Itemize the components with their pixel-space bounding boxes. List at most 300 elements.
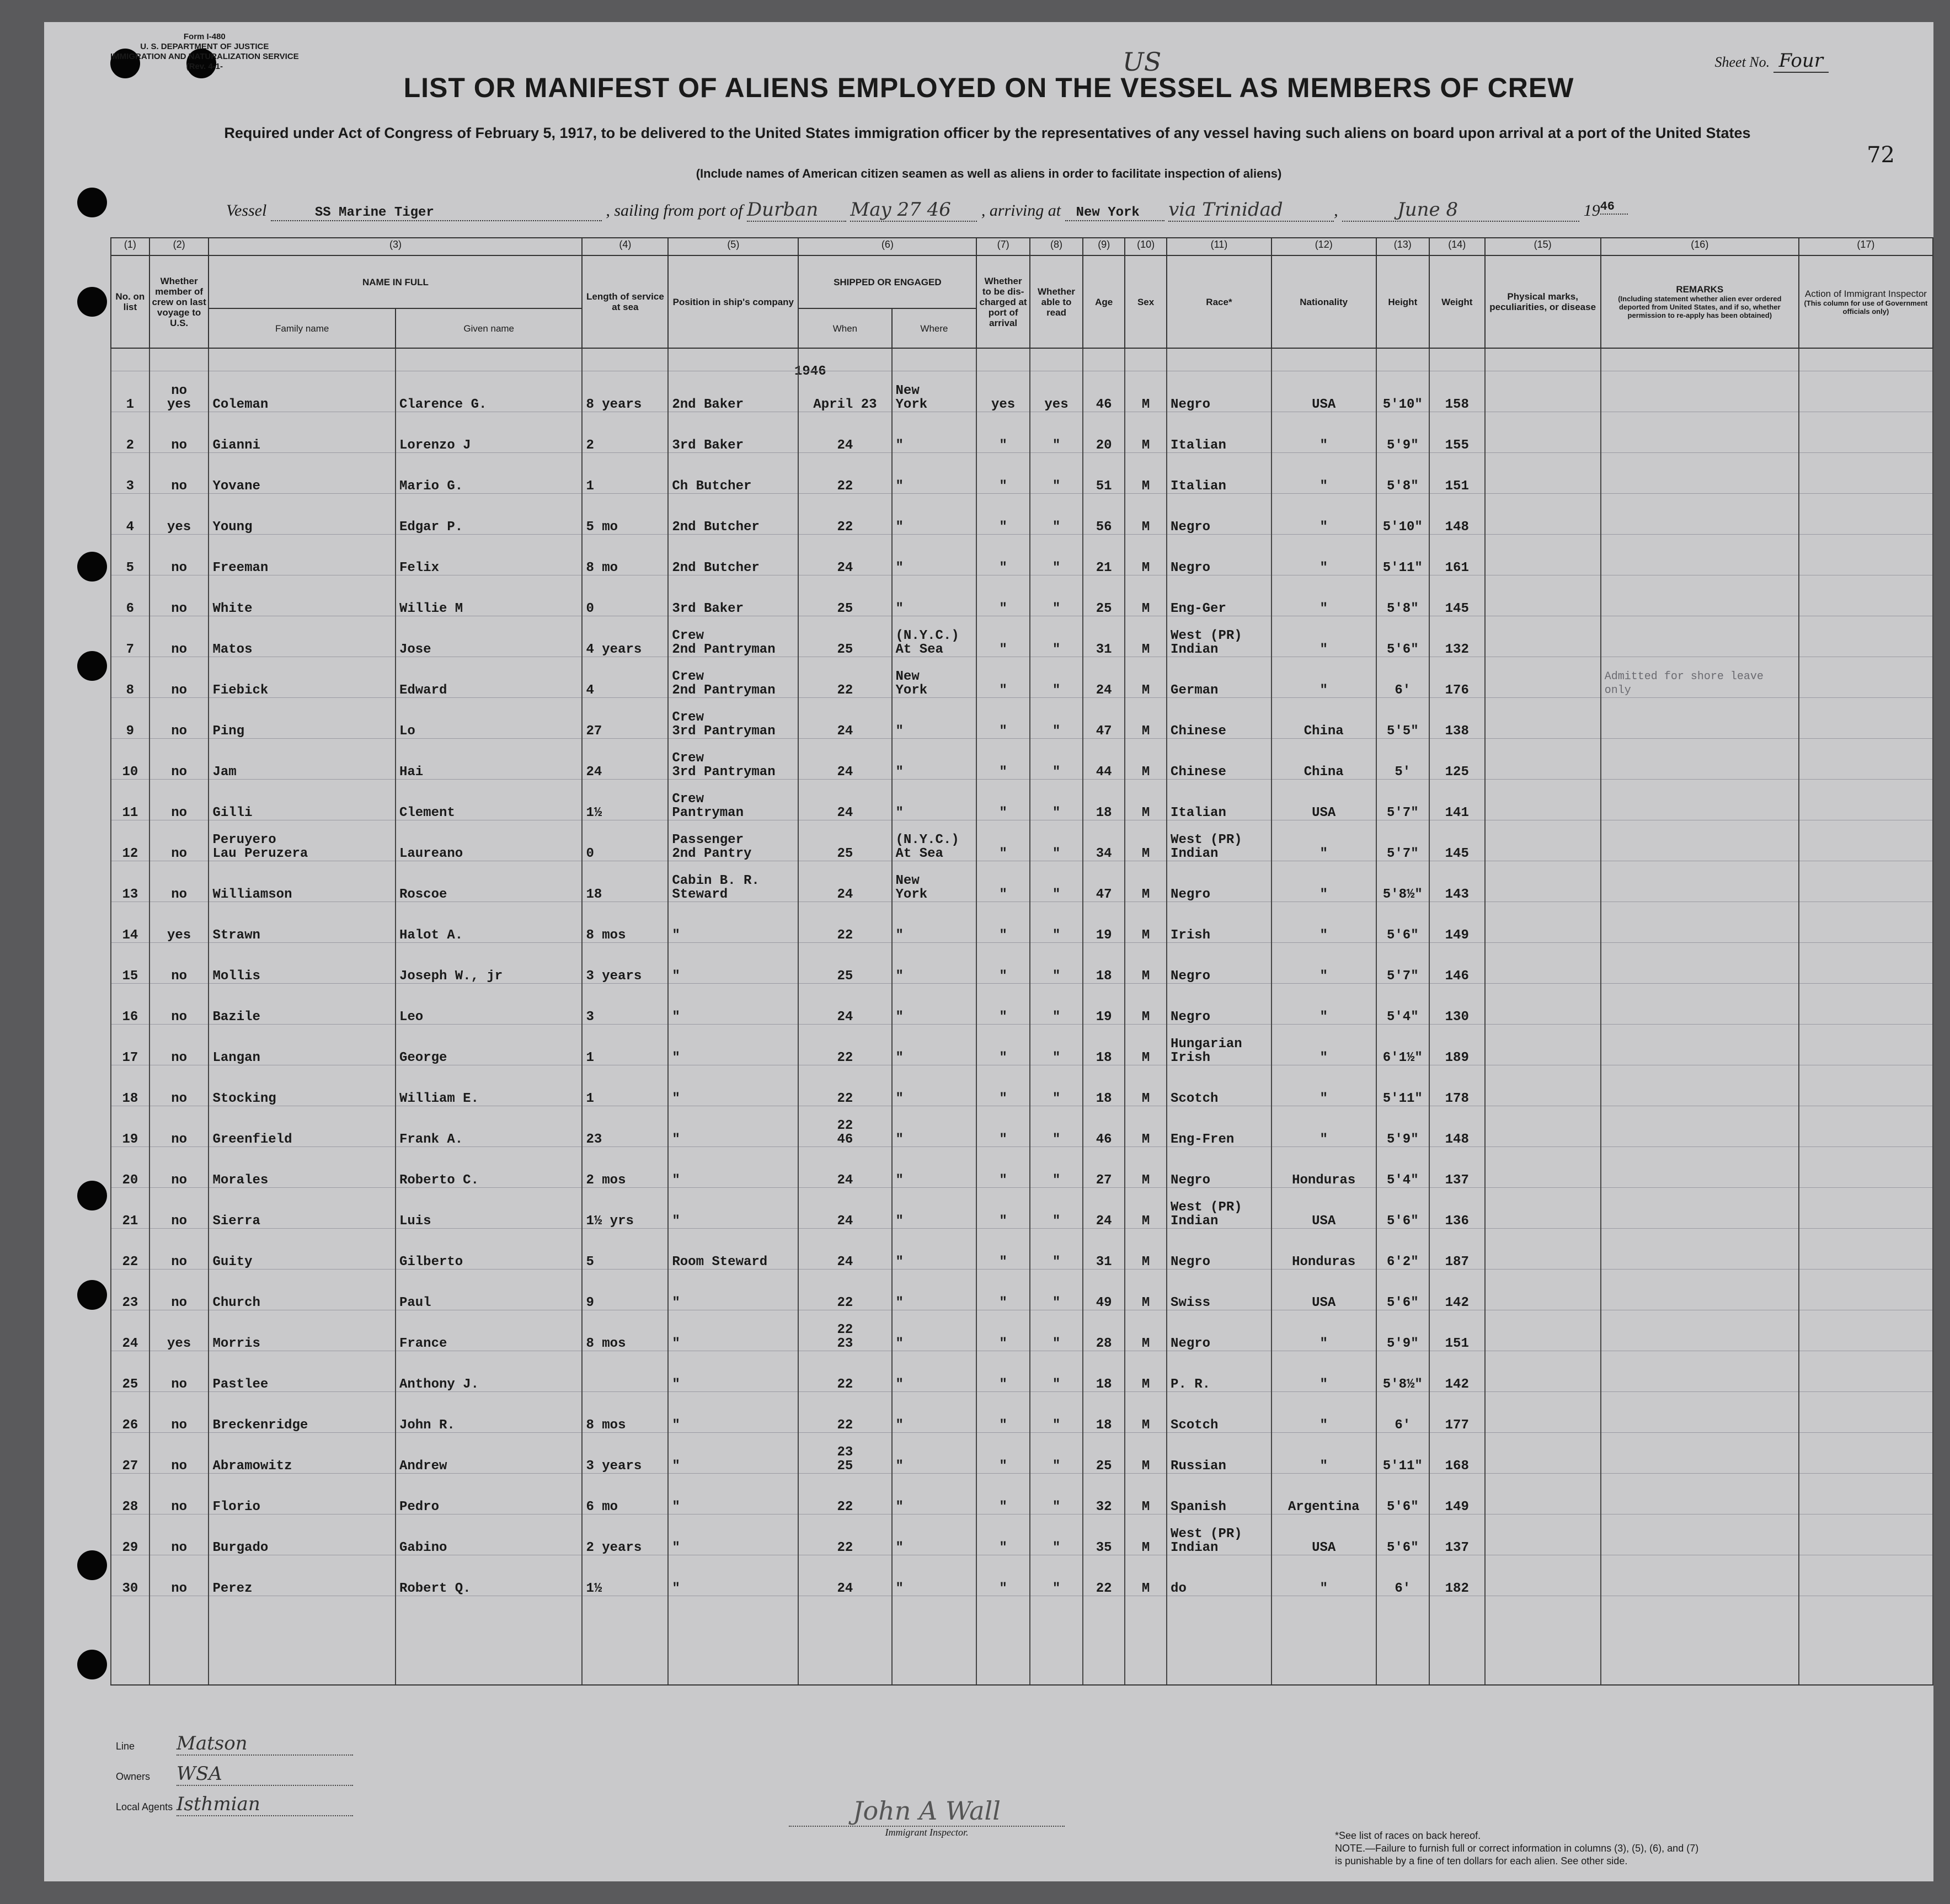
cell-sex: M — [1125, 494, 1167, 535]
header-height: Height — [1376, 255, 1429, 348]
cell-member-last-voyage: no — [149, 861, 209, 902]
cell-given-name: Leo — [396, 984, 583, 1025]
cell-sex: M — [1125, 371, 1167, 412]
cell-age: 18 — [1083, 943, 1125, 984]
cell-member-last-voyage: no — [149, 1188, 209, 1229]
cell-race: Negro — [1167, 535, 1271, 575]
cell-length-of-service: 3 years — [582, 1433, 668, 1474]
cell-weight: 151 — [1429, 1310, 1485, 1351]
sheet-number — [1714, 50, 1829, 72]
cell-shipped-where: " — [892, 575, 977, 616]
header-able-read: Whether able to read — [1030, 255, 1083, 348]
cell-sex: M — [1125, 1514, 1167, 1555]
cell-sex: M — [1125, 1229, 1167, 1270]
cell-discharged: " — [976, 1106, 1029, 1147]
cell-remarks — [1601, 535, 1799, 575]
blank-cell — [668, 1596, 798, 1686]
colnum-5: (5) — [668, 238, 798, 255]
cell-list-number: 22 — [111, 1229, 149, 1270]
blank-cell — [1601, 1596, 1799, 1686]
cell-remarks — [1601, 1270, 1799, 1310]
cell-able-to-read: " — [1030, 575, 1083, 616]
cell-remarks — [1601, 1474, 1799, 1514]
cell-race: Negro — [1167, 1229, 1271, 1270]
cell-inspector-action — [1799, 1065, 1933, 1106]
cell-shipped-where: " — [892, 1025, 977, 1065]
cell-discharged: " — [976, 1188, 1029, 1229]
cell-weight: 145 — [1429, 820, 1485, 861]
punch-hole — [77, 1280, 107, 1310]
cell-age: 20 — [1083, 412, 1125, 453]
header-where: Where — [892, 308, 977, 348]
colnum-12: (12) — [1271, 238, 1376, 255]
cell-race: Eng-Ger — [1167, 575, 1271, 616]
cell-physical-marks — [1485, 1310, 1601, 1351]
cell-physical-marks — [1485, 575, 1601, 616]
cell-shipped-when: 22 — [798, 1514, 891, 1555]
cell-given-name: Edward — [396, 657, 583, 698]
blank-cell — [209, 1596, 396, 1686]
cell-given-name: Gilberto — [396, 1229, 583, 1270]
cell-height: 5'6" — [1376, 1474, 1429, 1514]
cell-shipped-when: 22 — [798, 494, 891, 535]
cell-shipped-when: 22 — [798, 657, 891, 698]
cell-height: 5'8½" — [1376, 1351, 1429, 1392]
cell-nationality: " — [1271, 453, 1376, 494]
cell-remarks — [1601, 1106, 1799, 1147]
cell-shipped-when: 22 — [798, 1392, 891, 1433]
cell-discharged: " — [976, 943, 1029, 984]
cell-length-of-service: 8 mos — [582, 1310, 668, 1351]
cell-able-to-read: " — [1030, 698, 1083, 739]
page-title: LIST OR MANIFEST OF ALIENS EMPLOYED ON THE VESSEL AS MEMBERS OF CREW — [403, 72, 1574, 103]
cell-weight: 158 — [1429, 371, 1485, 412]
cell-nationality: " — [1271, 1392, 1376, 1433]
cell-position: " — [668, 943, 798, 984]
table-row — [111, 1392, 1933, 1433]
cell-member-last-voyage: no — [149, 1474, 209, 1514]
cell-physical-marks — [1485, 1270, 1601, 1310]
cell-shipped-where: " — [892, 494, 977, 535]
cell-member-last-voyage: no — [149, 575, 209, 616]
cell-shipped-where: " — [892, 780, 977, 820]
cell-shipped-when: 22 — [798, 1025, 891, 1065]
table-row — [111, 1106, 1933, 1147]
cell-given-name: Willie M — [396, 575, 583, 616]
cell-height: 5'11" — [1376, 1433, 1429, 1474]
cell-family-name: Coleman — [209, 371, 396, 412]
cell-able-to-read: " — [1030, 1514, 1083, 1555]
cell-sex: M — [1125, 984, 1167, 1025]
header-name-in-full: NAME IN FULL — [209, 255, 582, 308]
cell-list-number: 18 — [111, 1065, 149, 1106]
cell-length-of-service — [582, 1351, 668, 1392]
cell-shipped-when: 24 — [798, 535, 891, 575]
cell-shipped-where: " — [892, 698, 977, 739]
cell-length-of-service: 4 years — [582, 616, 668, 657]
cell-race: P. R. — [1167, 1351, 1271, 1392]
cell-shipped-when: 24 — [798, 698, 891, 739]
cell-inspector-action — [1799, 616, 1933, 657]
cell-sex: M — [1125, 1270, 1167, 1310]
cell-list-number: 14 — [111, 902, 149, 943]
header-family-name: Family name — [209, 308, 396, 348]
cell-race: Italian — [1167, 780, 1271, 820]
cell-age: 44 — [1083, 739, 1125, 780]
cell-list-number: 10 — [111, 739, 149, 780]
cell-shipped-when: 22 46 — [798, 1106, 891, 1147]
cell-age: 32 — [1083, 1474, 1125, 1514]
cell-member-last-voyage: no — [149, 984, 209, 1025]
cell-weight: 130 — [1429, 984, 1485, 1025]
sheet-label: Sheet No. — [1714, 54, 1770, 70]
cell-able-to-read: " — [1030, 820, 1083, 861]
cell-age: 18 — [1083, 1351, 1125, 1392]
cell-physical-marks — [1485, 902, 1601, 943]
cell-discharged: " — [976, 1310, 1029, 1351]
cell-given-name: Frank A. — [396, 1106, 583, 1147]
cell-given-name: Anthony J. — [396, 1351, 583, 1392]
colnum-6: (6) — [798, 238, 976, 255]
cell-shipped-where: " — [892, 453, 977, 494]
cell-shipped-where: " — [892, 1229, 977, 1270]
cell-list-number: 9 — [111, 698, 149, 739]
cell-nationality: " — [1271, 412, 1376, 453]
cell-nationality: " — [1271, 1555, 1376, 1596]
cell-member-last-voyage: no — [149, 1229, 209, 1270]
service: IMMIGRATION AND NATURALIZATION SERVICE — [110, 52, 299, 61]
cell-family-name: Stocking — [209, 1065, 396, 1106]
cell-nationality: USA — [1271, 780, 1376, 820]
punch-hole — [77, 651, 107, 681]
cell-shipped-when: 24 — [798, 1188, 891, 1229]
cell-physical-marks — [1485, 535, 1601, 575]
sailing-date: May 27 46 — [850, 199, 977, 222]
cell-list-number: 26 — [111, 1392, 149, 1433]
cell-race: Irish — [1167, 902, 1271, 943]
cell-family-name: Church — [209, 1270, 396, 1310]
cell-able-to-read: " — [1030, 1392, 1083, 1433]
header-shipped-engaged: SHIPPED OR ENGAGED — [798, 255, 976, 308]
cell-position: 3rd Baker — [668, 575, 798, 616]
cell-discharged: " — [976, 1270, 1029, 1310]
cell-given-name: George — [396, 1025, 583, 1065]
cell-list-number: 12 — [111, 820, 149, 861]
cell-nationality: Honduras — [1271, 1147, 1376, 1188]
cell-able-to-read: " — [1030, 1270, 1083, 1310]
cell-inspector-action — [1799, 1106, 1933, 1147]
cell-shipped-when: 22 23 — [798, 1310, 891, 1351]
cell-member-last-voyage: no — [149, 739, 209, 780]
cell-race: Scotch — [1167, 1065, 1271, 1106]
cell-shipped-where: " — [892, 1106, 977, 1147]
cell-given-name: Clement — [396, 780, 583, 820]
cell-physical-marks — [1485, 739, 1601, 780]
cell-weight: 148 — [1429, 1106, 1485, 1147]
shipped-year-mark: 1946 — [794, 364, 826, 379]
cell-shipped-where: " — [892, 984, 977, 1025]
cell-height: 6' — [1376, 657, 1429, 698]
cell-able-to-read: " — [1030, 453, 1083, 494]
cell-family-name: Pastlee — [209, 1351, 396, 1392]
cell-physical-marks — [1485, 1514, 1601, 1555]
blank-cell — [1125, 1596, 1167, 1686]
cell-inspector-action — [1799, 1270, 1933, 1310]
punch-hole — [77, 287, 107, 317]
cell-list-number: 13 — [111, 861, 149, 902]
cell-list-number: 4 — [111, 494, 149, 535]
cell-nationality: USA — [1271, 1270, 1376, 1310]
cell-given-name: Lorenzo J — [396, 412, 583, 453]
cell-race: Negro — [1167, 984, 1271, 1025]
cell-family-name: Morales — [209, 1147, 396, 1188]
owners-value: WSA — [177, 1763, 353, 1786]
cell-shipped-when: 24 — [798, 412, 891, 453]
cell-sex: M — [1125, 780, 1167, 820]
cell-sex: M — [1125, 1310, 1167, 1351]
cell-weight: 189 — [1429, 1025, 1485, 1065]
cell-physical-marks — [1485, 616, 1601, 657]
cell-race: Spanish — [1167, 1474, 1271, 1514]
footer-notes: *See list of races on back hereof. NOTE.—Failure to furnish full or correct information in columns (3), (5), (6), and (7) is punishable by a fine of ten dollars for each alien. See other side. — [1335, 1830, 1699, 1866]
cell-weight: 182 — [1429, 1555, 1485, 1596]
form-id-block — [110, 32, 299, 72]
cell-given-name: Paul — [396, 1270, 583, 1310]
cell-family-name: Jam — [209, 739, 396, 780]
cell-height: 5'6" — [1376, 616, 1429, 657]
cell-list-number: 23 — [111, 1270, 149, 1310]
cell-shipped-when: 24 — [798, 1147, 891, 1188]
cell-position: " — [668, 1270, 798, 1310]
cell-position: " — [668, 984, 798, 1025]
year-suffix: 46 — [1600, 200, 1628, 215]
cell-list-number: 19 — [111, 1106, 149, 1147]
cell-shipped-when: 24 — [798, 780, 891, 820]
cell-weight: 161 — [1429, 535, 1485, 575]
cell-height: 5'10" — [1376, 494, 1429, 535]
cell-discharged: yes — [976, 371, 1029, 412]
cell-age: 25 — [1083, 1433, 1125, 1474]
cell-height: 5'4" — [1376, 984, 1429, 1025]
cell-race: West (PR) Indian — [1167, 616, 1271, 657]
table-row — [111, 1433, 1933, 1474]
cell-nationality: " — [1271, 1106, 1376, 1147]
cell-discharged: " — [976, 902, 1029, 943]
cell-weight: 151 — [1429, 453, 1485, 494]
cell-race: Italian — [1167, 412, 1271, 453]
cell-shipped-where: New York — [892, 861, 977, 902]
cell-age: 19 — [1083, 984, 1125, 1025]
cell-position: 2nd Butcher — [668, 494, 798, 535]
cell-discharged: " — [976, 1392, 1029, 1433]
cell-member-last-voyage: no — [149, 1555, 209, 1596]
punch-hole — [77, 1550, 107, 1580]
cell-physical-marks — [1485, 780, 1601, 820]
blank-cell — [976, 1596, 1029, 1686]
arriving-label: , arriving at — [981, 201, 1061, 220]
cell-length-of-service: 1½ — [582, 780, 668, 820]
cell-shipped-where: New York — [892, 371, 977, 412]
cell-able-to-read: " — [1030, 657, 1083, 698]
cell-height: 5'8" — [1376, 453, 1429, 494]
cell-given-name: Andrew — [396, 1433, 583, 1474]
cell-height: 5'6" — [1376, 1188, 1429, 1229]
cell-length-of-service: 1 — [582, 1065, 668, 1106]
cell-family-name: Perez — [209, 1555, 396, 1596]
cell-position: 2nd Butcher — [668, 535, 798, 575]
cell-age: 31 — [1083, 1229, 1125, 1270]
cell-inspector-action — [1799, 575, 1933, 616]
cell-able-to-read: " — [1030, 1147, 1083, 1188]
cell-inspector-action — [1799, 1392, 1933, 1433]
cell-able-to-read: " — [1030, 616, 1083, 657]
punch-hole — [77, 552, 107, 582]
cell-remarks — [1601, 1555, 1799, 1596]
cell-nationality: China — [1271, 698, 1376, 739]
cell-position: Ch Butcher — [668, 453, 798, 494]
table-row — [111, 1351, 1933, 1392]
cell-discharged: " — [976, 1514, 1029, 1555]
cell-discharged: " — [976, 494, 1029, 535]
cell-able-to-read: " — [1030, 1188, 1083, 1229]
blank-cell — [1271, 1596, 1376, 1686]
cell-age: 21 — [1083, 535, 1125, 575]
cell-member-last-voyage: no — [149, 1392, 209, 1433]
cell-member-last-voyage: no — [149, 780, 209, 820]
cell-list-number: 21 — [111, 1188, 149, 1229]
manifest-page — [44, 22, 1933, 1881]
cell-inspector-action — [1799, 1351, 1933, 1392]
cell-position: Crew 3rd Pantryman — [668, 698, 798, 739]
cell-member-last-voyage: no — [149, 1514, 209, 1555]
cell-able-to-read: " — [1030, 1351, 1083, 1392]
cell-family-name: Williamson — [209, 861, 396, 902]
cell-discharged: " — [976, 861, 1029, 902]
cell-remarks — [1601, 1392, 1799, 1433]
colnum-16: (16) — [1601, 238, 1799, 255]
cell-remarks — [1601, 371, 1799, 412]
cell-sex: M — [1125, 1555, 1167, 1596]
colnum-11: (11) — [1167, 238, 1271, 255]
cell-discharged: " — [976, 453, 1029, 494]
header-age: Age — [1083, 255, 1125, 348]
cell-able-to-read: " — [1030, 494, 1083, 535]
cell-sex: M — [1125, 739, 1167, 780]
cell-sex: M — [1125, 575, 1167, 616]
cell-weight: 136 — [1429, 1188, 1485, 1229]
cell-family-name: Bazile — [209, 984, 396, 1025]
cell-age: 28 — [1083, 1310, 1125, 1351]
department: U. S. DEPARTMENT OF JUSTICE — [140, 42, 269, 51]
table-row — [111, 902, 1933, 943]
cell-weight: 137 — [1429, 1147, 1485, 1188]
header-nationality: Nationality — [1271, 255, 1376, 348]
cell-given-name: Roberto C. — [396, 1147, 583, 1188]
cell-list-number: 8 — [111, 657, 149, 698]
cell-nationality: USA — [1271, 371, 1376, 412]
cell-race: Scotch — [1167, 1392, 1271, 1433]
cell-inspector-action — [1799, 371, 1933, 412]
cell-discharged: " — [976, 657, 1029, 698]
cell-race: Negro — [1167, 494, 1271, 535]
cell-position: " — [668, 1147, 798, 1188]
cell-length-of-service: 18 — [582, 861, 668, 902]
cell-member-last-voyage: no — [149, 1106, 209, 1147]
cell-height: 5'10" — [1376, 371, 1429, 412]
cell-weight: 142 — [1429, 1270, 1485, 1310]
colnum-14: (14) — [1429, 238, 1485, 255]
cell-shipped-where: " — [892, 943, 977, 984]
cell-age: 18 — [1083, 780, 1125, 820]
table-row — [111, 494, 1933, 535]
cell-able-to-read: " — [1030, 1229, 1083, 1270]
cell-position: Cabin B. R. Steward — [668, 861, 798, 902]
cell-able-to-read: " — [1030, 1433, 1083, 1474]
cell-discharged: " — [976, 575, 1029, 616]
cell-age: 18 — [1083, 1025, 1125, 1065]
table-row — [111, 453, 1933, 494]
cell-member-last-voyage: no — [149, 535, 209, 575]
footer-owners — [116, 1763, 353, 1786]
cell-inspector-action — [1799, 861, 1933, 902]
cell-weight: 137 — [1429, 1514, 1485, 1555]
cell-shipped-where: " — [892, 1351, 977, 1392]
cell-weight: 142 — [1429, 1351, 1485, 1392]
cell-race: Eng-Fren — [1167, 1106, 1271, 1147]
cell-given-name: Felix — [396, 535, 583, 575]
table-row — [111, 1555, 1933, 1596]
cell-remarks — [1601, 780, 1799, 820]
cell-nationality: " — [1271, 820, 1376, 861]
cell-family-name: Morris — [209, 1310, 396, 1351]
cell-weight: 177 — [1429, 1392, 1485, 1433]
table-row — [111, 1025, 1933, 1065]
cell-length-of-service: 23 — [582, 1106, 668, 1147]
cell-height: 5'7" — [1376, 780, 1429, 820]
cell-inspector-action — [1799, 698, 1933, 739]
cell-position: " — [668, 1433, 798, 1474]
cell-given-name: France — [396, 1310, 583, 1351]
cell-physical-marks — [1485, 1065, 1601, 1106]
cell-height: 5'9" — [1376, 412, 1429, 453]
cell-age: 25 — [1083, 575, 1125, 616]
cell-weight: 141 — [1429, 780, 1485, 820]
cell-list-number: 20 — [111, 1147, 149, 1188]
cell-shipped-where: " — [892, 1514, 977, 1555]
cell-position: Crew 3rd Pantryman — [668, 739, 798, 780]
cell-remarks — [1601, 1025, 1799, 1065]
cell-inspector-action — [1799, 902, 1933, 943]
table-row — [111, 943, 1933, 984]
cell-shipped-where: " — [892, 902, 977, 943]
cell-position: Crew 2nd Pantryman — [668, 657, 798, 698]
cell-member-last-voyage: no — [149, 1270, 209, 1310]
cell-race: Negro — [1167, 943, 1271, 984]
cell-nationality: " — [1271, 535, 1376, 575]
table-row — [111, 1065, 1933, 1106]
cell-position: Passenger 2nd Pantry — [668, 820, 798, 861]
cell-age: 27 — [1083, 1147, 1125, 1188]
table-row — [111, 780, 1933, 820]
cell-race: Chinese — [1167, 698, 1271, 739]
cell-height: 6' — [1376, 1555, 1429, 1596]
cell-physical-marks — [1485, 1147, 1601, 1188]
cell-sex: M — [1125, 861, 1167, 902]
cell-family-name: Strawn — [209, 902, 396, 943]
cell-list-number: 7 — [111, 616, 149, 657]
cell-sex: M — [1125, 1474, 1167, 1514]
table-row — [111, 1229, 1933, 1270]
